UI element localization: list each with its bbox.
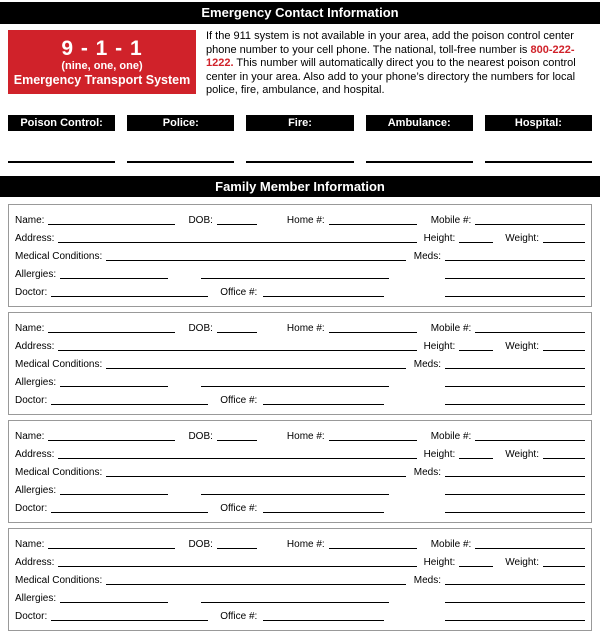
address-label: Address: — [15, 232, 55, 244]
address-line — [58, 566, 416, 567]
police-phone-line — [127, 161, 234, 163]
contact-label-fire: Fire: — [246, 115, 353, 131]
emergency-911-box — [8, 30, 196, 94]
mobile-phone-line — [475, 332, 585, 333]
dob-line — [217, 332, 257, 333]
mobile-phone-line — [475, 440, 585, 441]
member-row-medical — [15, 571, 585, 589]
dob-label: DOB: — [188, 214, 213, 226]
meds-continuation-line-1 — [445, 602, 585, 603]
office-phone-label: Office #: — [220, 286, 258, 298]
emergency-contacts-write-in-row — [8, 161, 592, 163]
meds-continuation-line-2 — [445, 620, 585, 621]
height-line — [459, 350, 493, 351]
member-row-name — [15, 535, 585, 553]
member-row-address — [15, 337, 585, 355]
allergies-continuation-line — [201, 494, 389, 495]
dob-label: DOB: — [188, 538, 213, 550]
family-section-title-bar — [0, 176, 600, 197]
medical-conditions-label: Medical Conditions: — [15, 358, 103, 370]
doctor-line — [51, 404, 208, 405]
doctor-label: Doctor: — [15, 286, 48, 298]
family-section-title: Family Member Information — [215, 178, 385, 194]
home-phone-label: Home #: — [286, 214, 325, 226]
home-phone-line — [329, 224, 417, 225]
member-row-name — [15, 319, 585, 337]
name-line — [48, 332, 175, 333]
name-line — [48, 224, 175, 225]
member-row-doctor — [15, 283, 585, 301]
contact-label-police: Police: — [127, 115, 234, 131]
member-row-allergies — [15, 481, 585, 499]
emergency-contacts-row — [8, 115, 592, 131]
office-phone-label: Office #: — [220, 502, 258, 514]
weight-line — [543, 566, 585, 567]
meds-line — [445, 584, 585, 585]
doctor-label: Doctor: — [15, 502, 48, 514]
office-phone-label: Office #: — [220, 394, 258, 406]
medical-conditions-line — [106, 584, 406, 585]
mobile-phone-line — [475, 548, 585, 549]
allergies-line — [60, 602, 168, 603]
allergies-continuation-line — [201, 602, 389, 603]
member-row-allergies — [15, 265, 585, 283]
member-row-allergies — [15, 589, 585, 607]
meds-label: Meds: — [413, 358, 441, 370]
home-phone-line — [329, 548, 417, 549]
contact-label-ambulance: Ambulance: — [366, 115, 473, 131]
member-row-medical — [15, 355, 585, 373]
doctor-label: Doctor: — [15, 610, 48, 622]
contact-label-poison-control: Poison Control: — [8, 115, 115, 131]
document-title: Emergency Contact Information — [201, 5, 399, 20]
mobile-phone-label: Mobile #: — [430, 214, 472, 226]
allergies-label: Allergies: — [15, 592, 57, 604]
member-row-name — [15, 211, 585, 229]
doctor-line — [51, 512, 208, 513]
weight-line — [543, 350, 585, 351]
family-member-card-2 — [8, 312, 592, 415]
allergies-label: Allergies: — [15, 484, 57, 496]
medical-conditions-line — [106, 368, 406, 369]
ambulance-phone-line — [366, 161, 473, 163]
home-phone-label: Home #: — [286, 538, 325, 550]
fire-phone-line — [246, 161, 353, 163]
meds-continuation-line-2 — [445, 512, 585, 513]
doctor-line — [51, 296, 208, 297]
address-line — [58, 350, 416, 351]
height-line — [459, 242, 493, 243]
address-label: Address: — [15, 556, 55, 568]
allergies-line — [60, 494, 168, 495]
medical-conditions-line — [106, 260, 406, 261]
instructions-text-after: This number will automatically direct you to the nearest poison control center in your area. Also add to your phone’s directory the numbers for local police, fire, ambulance, and hospital. — [206, 57, 576, 97]
meds-line — [445, 260, 585, 261]
allergies-continuation-line — [201, 278, 389, 279]
office-phone-line — [263, 620, 384, 621]
doctor-label: Doctor: — [15, 394, 48, 406]
document-title-bar — [0, 2, 600, 24]
weight-line — [543, 458, 585, 459]
weight-label: Weight: — [505, 340, 539, 352]
mobile-phone-label: Mobile #: — [430, 538, 472, 550]
height-label: Height: — [423, 448, 456, 460]
address-label: Address: — [15, 340, 55, 352]
weight-label: Weight: — [505, 232, 539, 244]
weight-label: Weight: — [505, 556, 539, 568]
hospital-phone-line — [485, 161, 592, 163]
height-label: Height: — [423, 232, 456, 244]
medical-conditions-label: Medical Conditions: — [15, 574, 103, 586]
name-label: Name: — [15, 214, 45, 226]
intro-section — [8, 30, 592, 98]
dob-line — [217, 548, 257, 549]
meds-label: Meds: — [413, 250, 441, 262]
doctor-line — [51, 620, 208, 621]
member-row-allergies — [15, 373, 585, 391]
office-phone-line — [263, 296, 384, 297]
home-phone-label: Home #: — [286, 430, 325, 442]
member-row-doctor — [15, 499, 585, 517]
meds-continuation-line-1 — [445, 278, 585, 279]
allergies-line — [60, 278, 168, 279]
member-row-address — [15, 229, 585, 247]
contact-label-hospital: Hospital: — [485, 115, 592, 131]
dob-line — [217, 224, 257, 225]
meds-label: Meds: — [413, 466, 441, 478]
meds-line — [445, 476, 585, 477]
allergies-label: Allergies: — [15, 268, 57, 280]
mobile-phone-line — [475, 224, 585, 225]
meds-label: Meds: — [413, 574, 441, 586]
member-row-address — [15, 553, 585, 571]
member-row-doctor — [15, 391, 585, 409]
name-line — [48, 548, 175, 549]
member-row-address — [15, 445, 585, 463]
member-row-medical — [15, 247, 585, 265]
meds-continuation-line-2 — [445, 296, 585, 297]
office-phone-line — [263, 512, 384, 513]
family-members-section — [8, 204, 592, 631]
dob-label: DOB: — [188, 430, 213, 442]
name-label: Name: — [15, 322, 45, 334]
instructions-paragraph — [206, 30, 592, 98]
medical-conditions-label: Medical Conditions: — [15, 466, 103, 478]
mobile-phone-label: Mobile #: — [430, 322, 472, 334]
meds-continuation-line-1 — [445, 386, 585, 387]
name-label: Name: — [15, 538, 45, 550]
height-line — [459, 458, 493, 459]
home-phone-label: Home #: — [286, 322, 325, 334]
meds-continuation-line-2 — [445, 404, 585, 405]
home-phone-line — [329, 440, 417, 441]
poison-control-phone-line — [8, 161, 115, 163]
family-member-card-3 — [8, 420, 592, 523]
family-member-card-1 — [8, 204, 592, 307]
allergies-line — [60, 386, 168, 387]
emergency-number: 9 - 1 - 1 — [61, 37, 143, 60]
allergies-label: Allergies: — [15, 376, 57, 388]
meds-line — [445, 368, 585, 369]
address-line — [58, 242, 416, 243]
height-label: Height: — [423, 340, 456, 352]
mobile-phone-label: Mobile #: — [430, 430, 472, 442]
family-member-card-4 — [8, 528, 592, 631]
emergency-number-words: (nine, one, one) — [61, 60, 143, 72]
height-label: Height: — [423, 556, 456, 568]
office-phone-label: Office #: — [220, 610, 258, 622]
allergies-continuation-line — [201, 386, 389, 387]
office-phone-line — [263, 404, 384, 405]
instructions-text-before: If the 911 system is not available in your area, add the poison control center phone number to your cell phone. The national, toll-free number is — [206, 30, 574, 56]
member-row-name — [15, 427, 585, 445]
home-phone-line — [329, 332, 417, 333]
weight-line — [543, 242, 585, 243]
weight-label: Weight: — [505, 448, 539, 460]
name-line — [48, 440, 175, 441]
address-line — [58, 458, 416, 459]
emergency-subtitle: Emergency Transport System — [13, 73, 191, 87]
poison-control-phone-number: 800-222-1222. — [206, 43, 575, 70]
medical-conditions-label: Medical Conditions: — [15, 250, 103, 262]
member-row-medical — [15, 463, 585, 481]
dob-line — [217, 440, 257, 441]
meds-continuation-line-1 — [445, 494, 585, 495]
name-label: Name: — [15, 430, 45, 442]
height-line — [459, 566, 493, 567]
dob-label: DOB: — [188, 322, 213, 334]
medical-conditions-line — [106, 476, 406, 477]
member-row-doctor — [15, 607, 585, 625]
address-label: Address: — [15, 448, 55, 460]
